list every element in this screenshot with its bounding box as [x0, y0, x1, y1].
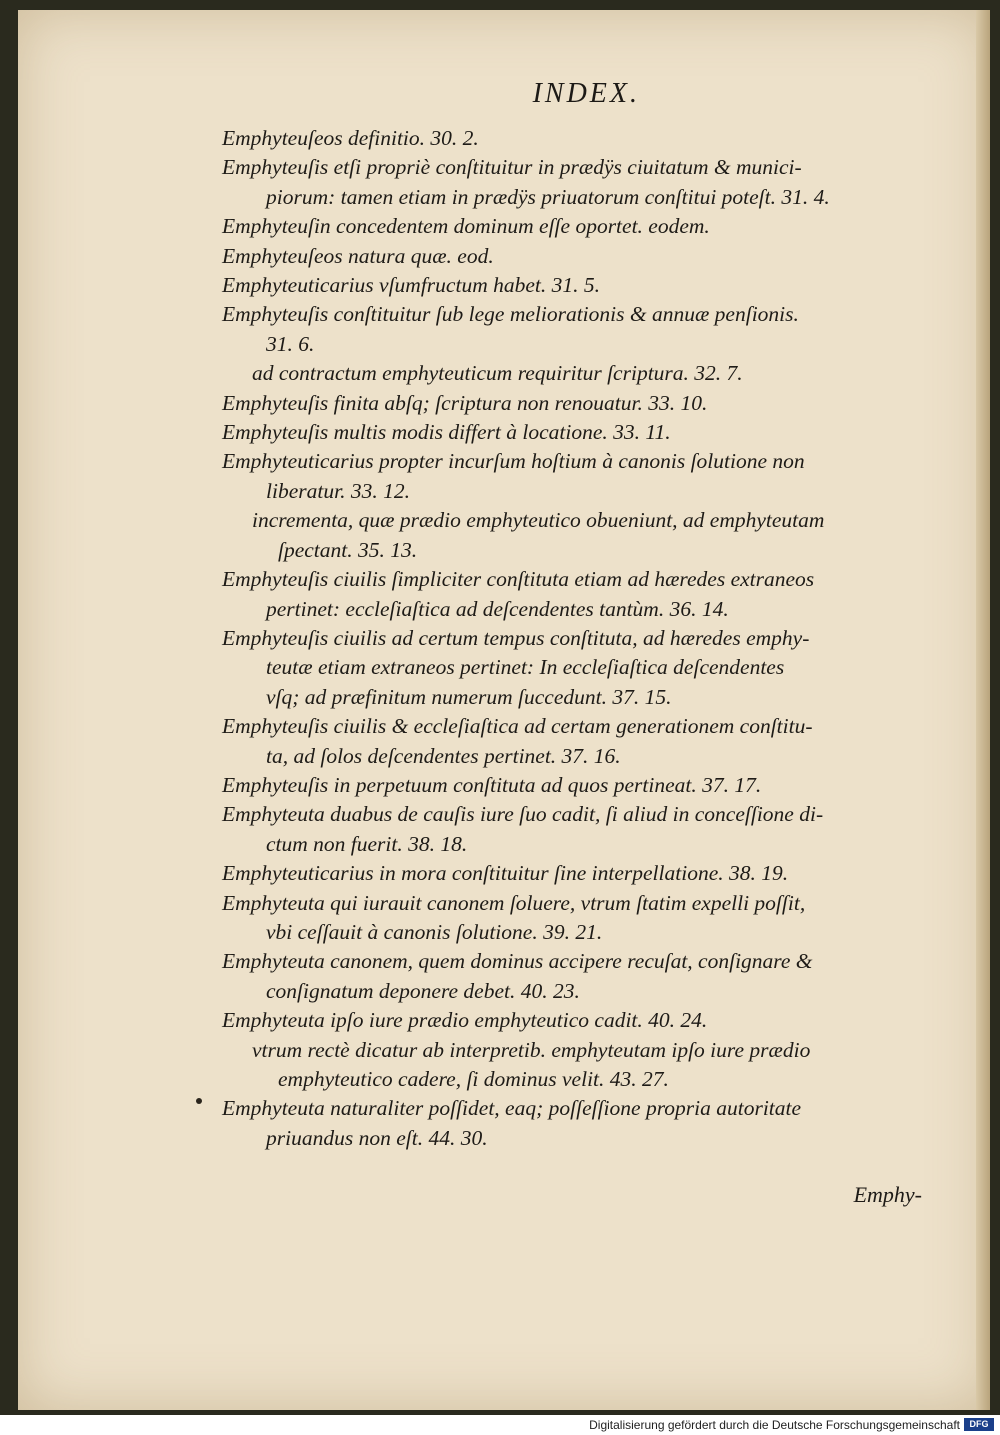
entry-line: Emphyteuſis ciuilis & eccleſiaſtica ad certam generationem conſtitu- — [222, 714, 813, 739]
entry-continuation-line: vbi ceſſauit à canonis ſolutione. 39. 21. — [266, 919, 603, 944]
entry-line: Emphyteuta ipſo iure prædio emphyteutico cadit. 40. 24. — [222, 1008, 708, 1033]
entry-continuation-line: conſignatum deponere debet. 40. 23. — [266, 978, 580, 1003]
entry-continuation-line: priuandus non eſt. 44. 30. — [266, 1125, 488, 1150]
entry-line: Emphyteuticarius in mora conſtituitur ſine interpellatione. 38. 19. — [222, 861, 789, 886]
index-entry — [222, 447, 922, 506]
entry-continuation-line: 31. 6. — [266, 331, 315, 356]
index-entry — [222, 712, 922, 771]
dfg-logo-icon: DFG — [964, 1418, 994, 1431]
entry-line: Emphyteuta qui iurauit canonem ſoluere, vtrum ſtatim expelli poſſit, — [222, 890, 806, 915]
index-entry — [222, 212, 922, 241]
entry-continuation-line: vſq; ad præfinitum numerum ſuccedunt. 37. 15. — [266, 684, 672, 709]
entry-continuation-line: piorum: tamen etiam in prædÿs priuatorum conſtitui poteſt. 31. 4. — [266, 184, 830, 209]
index-list — [222, 124, 922, 1153]
entry-line: Emphyteuſis ciuilis ſimpliciter conſtituta etiam ad hæredes extraneos — [222, 567, 815, 592]
ink-spot — [196, 1098, 202, 1104]
index-entry — [222, 800, 922, 859]
entry-line: Emphyteuta duabus de cauſis iure ſuo cadit, ſi aliud in conceſſione di- — [222, 802, 824, 827]
entry-continuation-line: ctum non fuerit. 38. 18. — [266, 831, 468, 856]
entry-line: vtrum rectè dicatur ab interpretib. emphyteutam ipſo iure prædio — [252, 1037, 811, 1062]
entry-line: Emphyteuſis conſtituitur ſub lege meliorationis & annuæ penſionis. — [222, 302, 799, 327]
footer-bar — [0, 1415, 1000, 1435]
index-entry — [222, 624, 922, 712]
index-entry — [222, 565, 922, 624]
index-subentry — [222, 506, 922, 565]
entry-continuation-line: teutæ etiam extraneos pertinet: In eccleſiaſtica deſcendentes — [266, 655, 785, 680]
entry-line: Emphyteuſis in perpetuum conſtituta ad quos pertineat. 37. 17. — [222, 772, 762, 797]
index-entry — [222, 389, 922, 418]
entry-line: Emphyteuticarius vſumfructum habet. 31. 5. — [222, 273, 600, 298]
entry-line: Emphyteuſeos definitio. 30. 2. — [222, 126, 479, 150]
index-entry — [222, 271, 922, 300]
index-entry — [222, 124, 922, 153]
entry-line: Emphyteuta canonem, quem dominus accipere recuſat, conſignare & — [222, 949, 813, 974]
catchword: Emphy- — [853, 1182, 922, 1207]
entry-line: ad contractum emphyteuticum requiritur ſcriptura. 32. 7. — [252, 361, 743, 386]
entry-line: incrementa, quæ prædio emphyteutico obueniunt, ad emphyteutam — [252, 508, 825, 533]
index-entry — [222, 153, 922, 212]
page-edge — [976, 10, 990, 1410]
index-entry — [222, 859, 922, 888]
entry-line: Emphyteuſis etſi propriè conſtituitur in prædÿs ciuitatum & munici- — [222, 155, 802, 180]
entry-line: Emphyteuſeos natura quæ. eod. — [222, 243, 494, 268]
entry-continuation-line: ſpectant. 35. 13. — [278, 537, 418, 562]
index-subentry — [222, 1036, 922, 1095]
page-title: INDEX. — [532, 78, 640, 109]
index-entry — [222, 300, 922, 359]
entry-continuation-line: pertinet: eccleſiaſtica ad deſcendentes tantùm. 36. 14. — [266, 596, 729, 621]
index-subentry — [222, 359, 922, 388]
entry-line: Emphyteuſis multis modis differt à locatione. 33. 11. — [222, 420, 671, 445]
entry-line: Emphyteuta naturaliter poſſidet, eaq; poſſeſſione propria autoritate — [222, 1096, 802, 1121]
index-entry — [222, 947, 922, 1006]
entry-continuation-line: liberatur. 33. 12. — [266, 478, 410, 503]
entry-line: Emphyteuſis ciuilis ad certum tempus conſtituta, ad hæredes emphy- — [222, 625, 810, 650]
footer-credit: Digitalisierung gefördert durch die Deutsche Forschungsgemeinschaft — [589, 1418, 960, 1432]
entry-continuation-line: ta, ad ſolos deſcendentes pertinet. 37. 16. — [266, 743, 621, 768]
index-entry — [222, 418, 922, 447]
index-entry — [222, 771, 922, 800]
entry-continuation-line: emphyteutico cadere, ſi dominus velit. 43. 27. — [278, 1067, 669, 1091]
entry-line: Emphyteuticarius propter incurſum hoſtium à canonis ſolutione non — [222, 449, 805, 474]
index-entry — [222, 889, 922, 948]
index-entry — [222, 242, 922, 271]
index-entry — [222, 1006, 922, 1035]
entry-line: Emphyteuſin concedentem dominum eſſe oportet. eodem. — [222, 214, 710, 239]
entry-line: Emphyteuſis finita abſq; ſcriptura non renouatur. 33. 10. — [222, 390, 708, 415]
index-entry — [222, 1094, 922, 1153]
